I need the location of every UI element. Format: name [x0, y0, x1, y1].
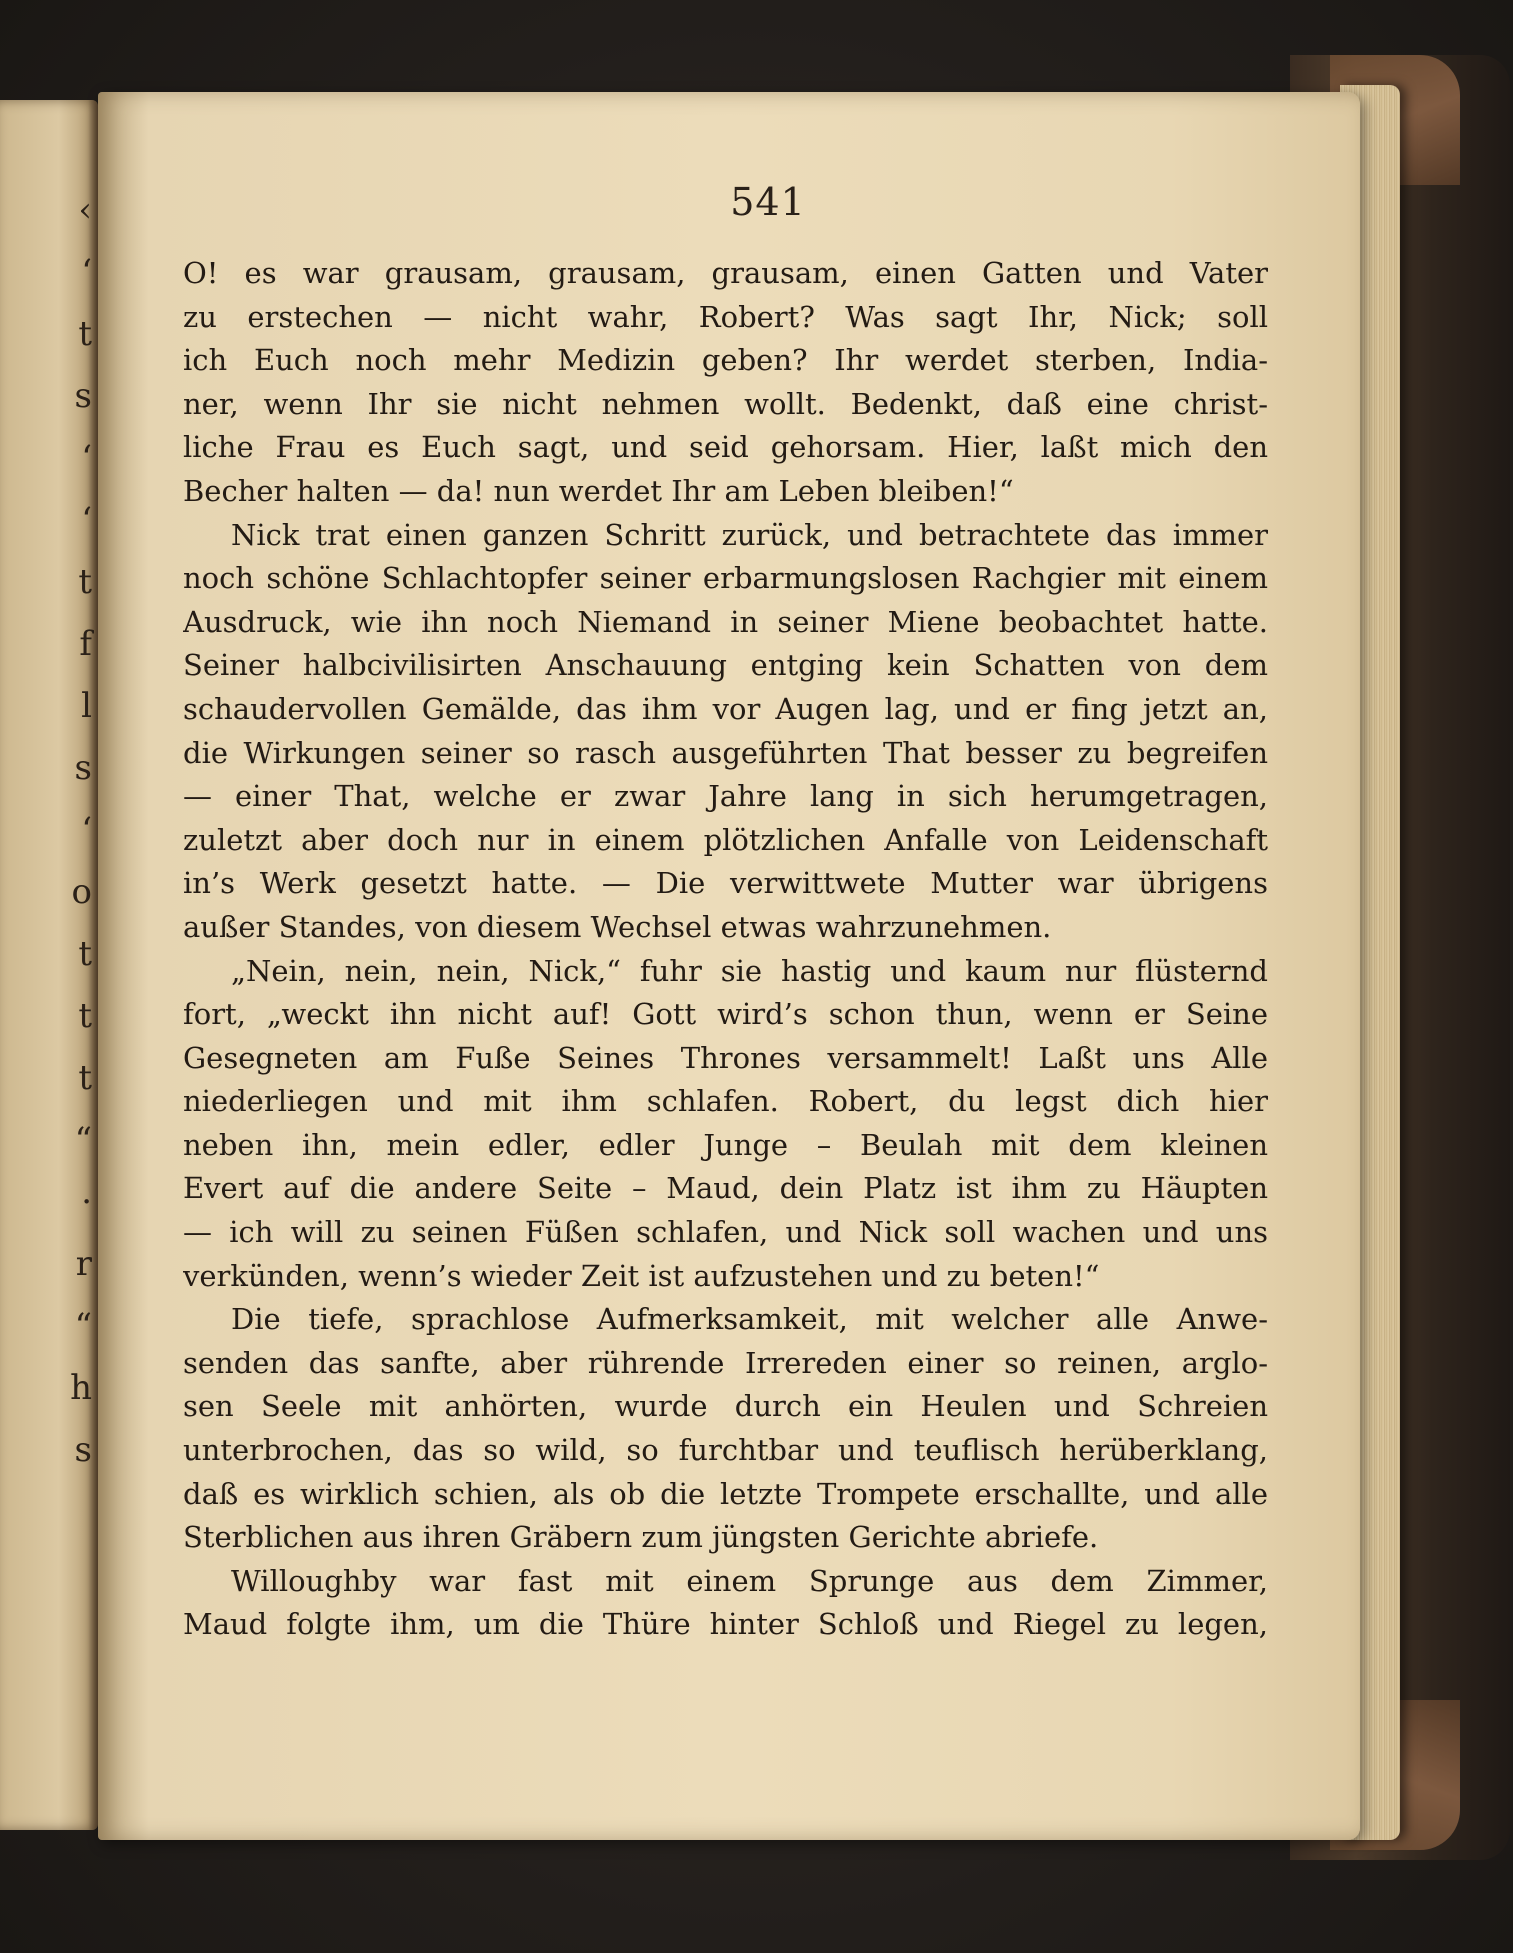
left-page-edge — [0, 100, 98, 1830]
text-line: sen Seele mit anhörten, wurde durch ein Heulen und Schreien — [183, 1389, 1268, 1424]
text-line: niederliegen und mit ihm schlafen. Robert, du legst dich hier — [183, 1084, 1268, 1119]
left-page-glyph: “ — [74, 1120, 92, 1160]
left-page-glyph: ‹ — [78, 190, 92, 230]
text-line: liche Frau es Euch sagt, und seid gehorsam. Hier, laßt mich den — [183, 430, 1268, 465]
text-line: Seiner halbcivilisirten Anschauung entging kein Schatten von dem — [183, 648, 1268, 683]
left-page-glyph: ‘ — [81, 252, 92, 292]
left-page-fragments — [0, 100, 98, 1830]
text-line: Becher halten — da! nun werdet Ihr am Leben bleiben!“ — [183, 473, 1014, 508]
left-page-glyph: t — [78, 562, 92, 602]
left-page-glyph: r — [75, 1244, 92, 1284]
left-page-glyph: · — [81, 1182, 92, 1222]
text-line: — einer That, welche er zwar Jahre lang in sich herumgetragen, — [183, 779, 1268, 814]
text-line: senden das sanfte, aber rührende Irrereden einer so reinen, arglo- — [183, 1345, 1268, 1380]
text-line: die Wirkungen seiner so rasch ausgeführten That besser zu begreifen — [183, 735, 1268, 770]
text-line: in’s Werk gesetzt hatte. — Die verwittwete Mutter war übrigens — [183, 866, 1268, 901]
text-line: schaudervollen Gemälde, das ihm vor Augen lag, und er fing jetzt an, — [183, 691, 1268, 726]
left-page-glyph: t — [78, 996, 92, 1036]
page-number: 541 — [730, 180, 806, 224]
right-page — [98, 92, 1360, 1840]
text-line: Maud folgte ihm, um die Thüre hinter Schloß und Riegel zu legen, — [183, 1607, 1268, 1642]
text-line: neben ihn, mein edler, edler Junge – Beulah mit dem kleinen — [183, 1127, 1268, 1162]
left-page-glyph: t — [78, 934, 92, 974]
left-page-glyph: ‘ — [81, 810, 92, 850]
text-line: ner, wenn Ihr sie nicht nehmen wollt. Bedenkt, daß eine christ- — [183, 386, 1268, 421]
left-page-glyph: “ — [74, 1306, 92, 1346]
text-line: Gesegneten am Fuße Seines Thrones versammelt! Laßt uns Alle — [183, 1040, 1268, 1075]
left-page-glyph: ‘ — [81, 438, 92, 478]
text-line: O! es war grausam, grausam, grausam, einen Gatten und Vater — [183, 256, 1268, 290]
left-page-glyph: s — [74, 748, 92, 788]
text-line: Willoughby war fast mit einem Sprunge aus dem Zimmer, — [231, 1563, 1268, 1598]
text-line: fort, „weckt ihn nicht auf! Gott wird’s schon thun, wenn er Seine — [183, 997, 1268, 1032]
left-page-glyph: t — [78, 314, 92, 354]
text-line: zuletzt aber doch nur in einem plötzlichen Anfalle von Leidenschaft — [183, 822, 1268, 857]
text-line: ich Euch noch mehr Medizin geben? Ihr werdet sterben, India- — [183, 343, 1268, 378]
text-line: noch schöne Schlachtopfer seiner erbarmungslosen Rachgier mit einem — [183, 561, 1268, 596]
left-page-glyph: ‘ — [81, 500, 92, 540]
left-page-glyph: t — [78, 1058, 92, 1098]
text-line: unterbrochen, das so wild, so furchtbar und teuflisch herüberklang, — [183, 1433, 1268, 1468]
text-line: daß es wirklich schien, als ob die letzte Trompete erschallte, und alle — [183, 1476, 1268, 1511]
left-page-glyph: h — [70, 1368, 92, 1408]
text-line: zu erstechen — nicht wahr, Robert? Was sagt Ihr, Nick; soll — [183, 299, 1268, 334]
left-page-glyph: s — [74, 1430, 92, 1470]
text-line: — ich will zu seinen Füßen schlafen, und Nick soll wachen und uns — [183, 1215, 1268, 1250]
text-line: verkünden, wenn’s wieder Zeit ist aufzustehen und zu beten!“ — [183, 1258, 1100, 1293]
text-line: „Nein, nein, nein, Nick,“ fuhr sie hastig und kaum nur flüsternd — [231, 953, 1268, 988]
body-text — [183, 252, 1268, 1647]
left-page-glyph: f — [79, 624, 92, 664]
text-line: Nick trat einen ganzen Schritt zurück, und betrachtete das immer — [231, 517, 1268, 552]
text-line: Ausdruck, wie ihn noch Niemand in seiner Miene beobachtet hatte. — [183, 604, 1268, 639]
left-page-glyph: o — [71, 872, 92, 912]
text-line: Evert auf die andere Seite – Maud, dein Platz ist ihm zu Häupten — [183, 1171, 1268, 1206]
text-line: Die tiefe, sprachlose Aufmerksamkeit, mit welcher alle Anwe- — [231, 1302, 1268, 1337]
left-page-glyph: l — [81, 686, 92, 726]
left-page-glyph: s — [74, 376, 92, 416]
text-line: Sterblichen aus ihren Gräbern zum jüngsten Gerichte abriefe. — [183, 1520, 1099, 1555]
text-line: außer Standes, von diesem Wechsel etwas wahrzunehmen. — [183, 909, 1052, 944]
